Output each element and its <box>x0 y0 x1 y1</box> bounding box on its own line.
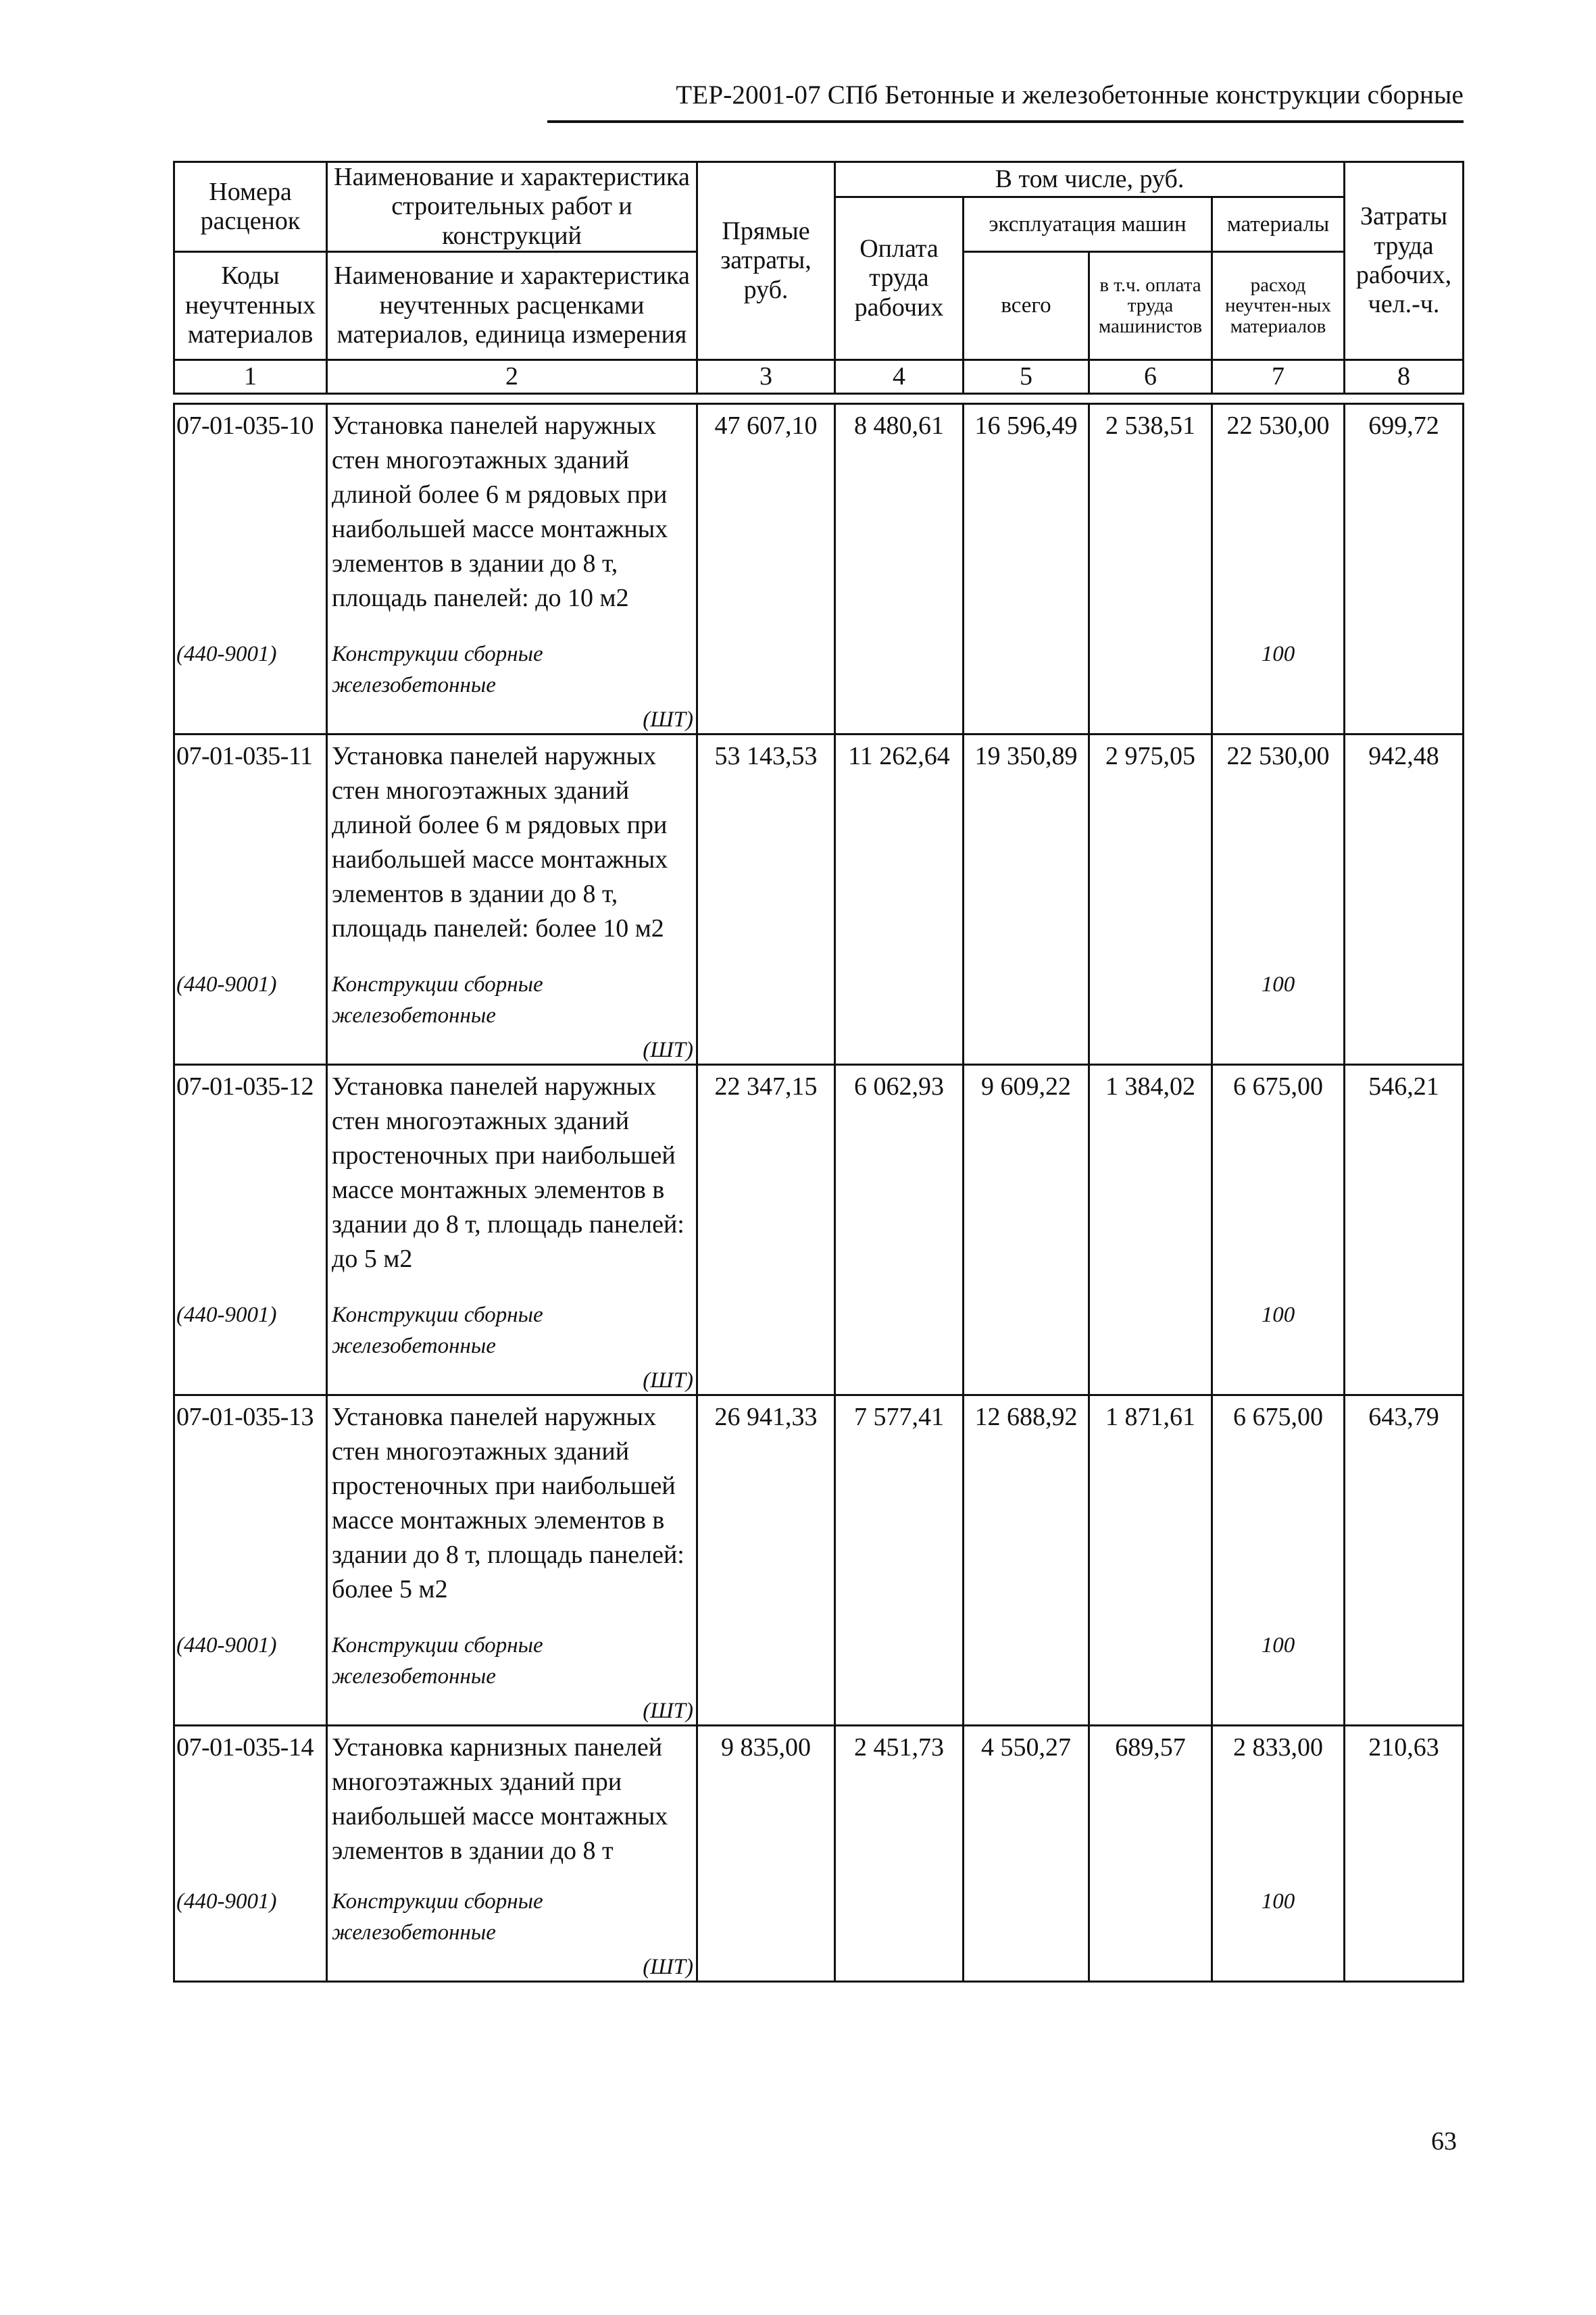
empty-cell <box>1089 639 1212 735</box>
empty-cell <box>697 1630 835 1726</box>
machines-total: 16 596,49 <box>964 404 1089 639</box>
header-machinists-pay: в т.ч. оплата труда машинистов <box>1089 251 1212 359</box>
rates-table <box>173 403 1464 1983</box>
table-row <box>174 404 1464 639</box>
empty-cell <box>697 1886 835 1982</box>
labor-pay: 7 577,41 <box>835 1395 964 1631</box>
material-code: (440-9001) <box>174 1299 327 1395</box>
material-code: (440-9001) <box>174 1630 327 1726</box>
machines-total: 12 688,92 <box>964 1395 1089 1631</box>
header-direct-costs: Прямые затраты, руб. <box>697 162 835 360</box>
direct-costs: 22 347,15 <box>697 1065 835 1300</box>
empty-cell <box>964 969 1089 1065</box>
work-name: Установка панелей наружных стен многоэтажных зданий длиной более 6 м рядовых при наибольшей массе монтажных элементов в здании до 8 т, площадь панелей: до 10 м2 <box>327 404 697 639</box>
header-code-top: Номера расценок <box>174 162 327 252</box>
material-unit: (ШТ) <box>643 1699 693 1723</box>
header-name-bottom: Наименование и характеристика неучтенных расценками материалов, единица измерения <box>327 251 697 359</box>
empty-cell <box>1345 1630 1464 1726</box>
materials-cost: 22 530,00 <box>1212 735 1345 970</box>
materials-cost: 22 530,00 <box>1212 404 1345 639</box>
labor-hours: 210,63 <box>1345 1726 1464 1887</box>
work-name: Установка панелей наружных стен многоэтажных зданий простеночных при наибольшей массе монтажных элементов в здании до 8 т, площадь панелей: до 5 м2 <box>327 1065 697 1300</box>
empty-cell <box>964 1630 1089 1726</box>
machines-total: 19 350,89 <box>964 735 1089 970</box>
labor-pay: 6 062,93 <box>835 1065 964 1300</box>
material-name: Конструкции сборные железобетонные <box>332 1889 543 1945</box>
header-code-bottom: Коды неучтенных материалов <box>174 251 327 359</box>
material-row <box>174 969 1464 1065</box>
header-machines-total: всего <box>964 251 1089 359</box>
material-code: (440-9001) <box>174 969 327 1065</box>
table-header <box>173 161 1464 395</box>
labor-hours: 699,72 <box>1345 404 1464 639</box>
empty-cell <box>835 1630 964 1726</box>
rate-code: 07-01-035-10 <box>174 404 327 639</box>
header-name-top: Наименование и характеристика строительных работ и конструкций <box>327 162 697 252</box>
header-number: 6 <box>1089 359 1212 393</box>
material-row <box>174 1299 1464 1395</box>
material-cell <box>327 1886 697 1982</box>
machines-total: 4 550,27 <box>964 1726 1089 1887</box>
empty-cell <box>697 969 835 1065</box>
empty-cell <box>1345 1299 1464 1395</box>
empty-cell <box>1089 1630 1212 1726</box>
material-row <box>174 1630 1464 1726</box>
machinists-pay: 1 871,61 <box>1089 1395 1212 1631</box>
header-labor-hours: Затраты труда рабочих, чел.-ч. <box>1345 162 1464 360</box>
rate-code: 07-01-035-14 <box>174 1726 327 1887</box>
material-quantity: 100 <box>1212 639 1345 735</box>
direct-costs: 53 143,53 <box>697 735 835 970</box>
direct-costs: 47 607,10 <box>697 404 835 639</box>
table-row <box>174 1065 1464 1300</box>
empty-cell <box>1345 1886 1464 1982</box>
material-quantity: 100 <box>1212 969 1345 1065</box>
material-cell <box>327 1630 697 1726</box>
empty-cell <box>964 1886 1089 1982</box>
header-materials: материалы <box>1212 197 1345 252</box>
material-code: (440-9001) <box>174 1886 327 1982</box>
header-rule <box>547 120 1464 123</box>
empty-cell <box>835 969 964 1065</box>
table-row <box>174 1395 1464 1631</box>
material-unit: (ШТ) <box>643 1955 693 1979</box>
material-cell <box>327 639 697 735</box>
labor-hours: 942,48 <box>1345 735 1464 970</box>
machinists-pay: 1 384,02 <box>1089 1065 1212 1300</box>
labor-pay: 2 451,73 <box>835 1726 964 1887</box>
empty-cell <box>697 639 835 735</box>
work-name: Установка панелей наружных стен многоэтажных зданий длиной более 6 м рядовых при наибольшей массе монтажных элементов в здании до 8 т, площадь панелей: более 10 м2 <box>327 735 697 970</box>
material-name: Конструкции сборные железобетонные <box>332 642 543 697</box>
header-labor-pay: Оплата труда рабочих <box>835 197 964 360</box>
material-name: Конструкции сборные железобетонные <box>332 1633 543 1689</box>
material-cell <box>327 969 697 1065</box>
material-quantity: 100 <box>1212 1299 1345 1395</box>
header-number: 8 <box>1345 359 1464 393</box>
header-number: 2 <box>327 359 697 393</box>
table-row <box>174 1726 1464 1887</box>
material-cell <box>327 1299 697 1395</box>
empty-cell <box>964 1299 1089 1395</box>
material-unit: (ШТ) <box>643 707 693 732</box>
empty-cell <box>1345 969 1464 1065</box>
materials-cost: 6 675,00 <box>1212 1065 1345 1300</box>
header-unaccounted-materials: расход неучтен-ных материалов <box>1212 251 1345 359</box>
machinists-pay: 689,57 <box>1089 1726 1212 1887</box>
empty-cell <box>1089 1886 1212 1982</box>
direct-costs: 9 835,00 <box>697 1726 835 1887</box>
empty-cell <box>1089 1299 1212 1395</box>
empty-cell <box>697 1299 835 1395</box>
material-row <box>174 639 1464 735</box>
labor-hours: 643,79 <box>1345 1395 1464 1631</box>
header-number: 5 <box>964 359 1089 393</box>
table-row <box>174 735 1464 970</box>
material-unit: (ШТ) <box>643 1368 693 1393</box>
machines-total: 9 609,22 <box>964 1065 1089 1300</box>
empty-cell <box>1345 639 1464 735</box>
material-row <box>174 1886 1464 1982</box>
materials-cost: 2 833,00 <box>1212 1726 1345 1887</box>
header-machines: эксплуатация машин <box>964 197 1212 252</box>
empty-cell <box>1089 969 1212 1065</box>
header-number: 7 <box>1212 359 1345 393</box>
material-name: Конструкции сборные железобетонные <box>332 1303 543 1358</box>
rate-code: 07-01-035-13 <box>174 1395 327 1631</box>
work-name: Установка карнизных панелей многоэтажных зданий при наибольшей массе монтажных элементов в здании до 8 т <box>327 1726 697 1887</box>
header-number: 4 <box>835 359 964 393</box>
machinists-pay: 2 975,05 <box>1089 735 1212 970</box>
material-unit: (ШТ) <box>643 1038 693 1062</box>
material-name: Конструкции сборные железобетонные <box>332 972 543 1028</box>
rate-code: 07-01-035-12 <box>174 1065 327 1300</box>
header-number: 3 <box>697 359 835 393</box>
page-number: 63 <box>1431 2127 1457 2156</box>
materials-cost: 6 675,00 <box>1212 1395 1345 1631</box>
machinists-pay: 2 538,51 <box>1089 404 1212 639</box>
empty-cell <box>964 639 1089 735</box>
material-quantity: 100 <box>1212 1630 1345 1726</box>
empty-cell <box>835 639 964 735</box>
direct-costs: 26 941,33 <box>697 1395 835 1631</box>
material-code: (440-9001) <box>174 639 327 735</box>
work-name: Установка панелей наружных стен многоэтажных зданий простеночных при наибольшей массе монтажных элементов в здании до 8 т, площадь панелей: более 5 м2 <box>327 1395 697 1631</box>
empty-cell <box>835 1886 964 1982</box>
header-number: 1 <box>174 359 327 393</box>
labor-hours: 546,21 <box>1345 1065 1464 1300</box>
header-group-label: В том числе, руб. <box>835 162 1345 197</box>
material-quantity: 100 <box>1212 1886 1345 1982</box>
running-title: ТЕР-2001-07 СПб Бетонные и железобетонные конструкции сборные <box>676 80 1464 109</box>
rate-code: 07-01-035-11 <box>174 735 327 970</box>
empty-cell <box>835 1299 964 1395</box>
labor-pay: 11 262,64 <box>835 735 964 970</box>
labor-pay: 8 480,61 <box>835 404 964 639</box>
